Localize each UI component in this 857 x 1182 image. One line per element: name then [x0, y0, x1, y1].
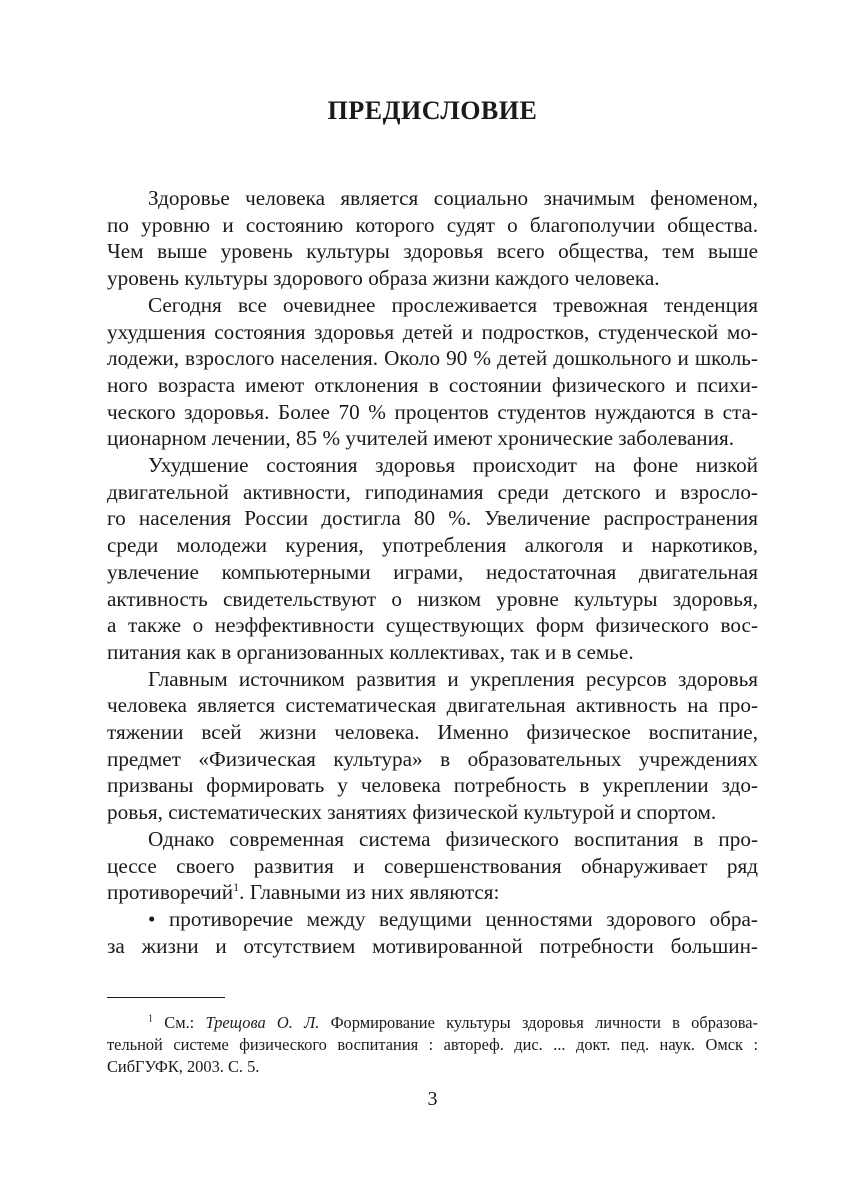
text-fragment: противоречий	[107, 880, 234, 905]
text-line: тяжении всей жизни человека. Именно физическое воспитание,	[107, 720, 758, 745]
body-text	[107, 185, 758, 959]
text-line: а также о неэффективности существующих форм физического вос-	[107, 613, 758, 638]
text-line: Здоровье человека является социально значимым феноменом,	[148, 186, 758, 210]
text-fragment: . Главными из них являются:	[239, 880, 500, 905]
footnote	[107, 1012, 758, 1078]
footnote-prefix: См.:	[153, 1013, 206, 1032]
text-line: го населения России достигла 80 %. Увеличение распространения	[107, 506, 758, 531]
footnote-marker: 1	[148, 1013, 153, 1025]
text-line: увлечение компьютерными играми, недостаточная двигательная	[107, 559, 758, 584]
page-title: ПРЕДИСЛОВИЕ	[327, 96, 538, 125]
text-line	[107, 879, 758, 906]
text-line: цессе своего развития и совершенствования обнаруживает ряд	[107, 853, 758, 878]
text-line: по уровню и состоянию которого судят о благополучии общества.	[107, 212, 758, 237]
paragraph	[107, 292, 758, 452]
text-line: Ухудшение состояния здоровья происходит на фоне низкой	[148, 453, 758, 478]
text-line: призваны формировать у человека потребность в укреплении здо-	[107, 773, 758, 798]
bullet-paragraph	[107, 906, 758, 959]
text-line: человека является систематическая двигательная активность на про-	[107, 693, 758, 718]
text-line: предмет «Физическая культура» в образовательных учреждениях	[107, 746, 758, 771]
text-line: Сегодня все очевиднее прослеживается тревожная тенденция	[148, 292, 758, 317]
text-line: Главным источником развития и укрепления ресурсов здоровья	[148, 666, 758, 691]
footnote-line: СибГУФК, 2003. С. 5.	[107, 1057, 260, 1076]
text-line: двигательной активности, гиподинамия среди детского и взросло-	[107, 479, 758, 504]
text-line: за жизни и отсутствием мотивированной потребности большин-	[107, 933, 758, 958]
text-line: ционарном лечении, 85 % учителей имеют хронические заболевания.	[107, 426, 734, 451]
paragraph	[107, 826, 758, 906]
text-line: ческого здоровья. Более 70 % процентов студентов нуждаются в ста-	[107, 399, 758, 424]
text-line: активность свидетельствуют о низком уровне культуры здоровья,	[107, 586, 758, 611]
text-line: • противоречие между ведущими ценностями здорового обра-	[148, 906, 758, 931]
paragraph	[107, 666, 758, 826]
text-line: ухудшения состояния здоровья детей и подростков, студенческой мо-	[107, 319, 758, 344]
text-line: ровья, систематических занятиях физической культурой и спортом.	[107, 800, 717, 825]
page-number: 3	[427, 1088, 438, 1110]
footnote-line	[107, 1012, 758, 1034]
footnote-line: тельной системе физического воспитания : автореф. дис. ... докт. пед. наук. Омск :	[107, 1035, 758, 1054]
paragraph	[107, 185, 758, 292]
text-line: уровень культуры здорового образа жизни каждого человека.	[107, 266, 660, 291]
text-line: Чем выше уровень культуры здоровья всего общества, тем выше	[107, 239, 758, 264]
footnote-separator	[107, 997, 225, 998]
footnote-author: Трещова О. Л.	[205, 1013, 320, 1032]
text-line: ного возраста имеют отклонения в состоянии физического и психи-	[107, 372, 758, 397]
document-page	[107, 0, 758, 1182]
paragraph	[107, 452, 758, 666]
footnote-reference[interactable]: 1	[233, 880, 240, 895]
text-line: Однако современная система физического воспитания в про-	[148, 826, 758, 851]
text-line: лодежи, взрослого населения. Около 90 % детей дошкольного и школь-	[107, 346, 758, 371]
text-line: среди молодежи курения, употребления алкоголя и наркотиков,	[107, 533, 758, 558]
footnote-text: Формирование культуры здоровья личности в образова-	[319, 1013, 758, 1032]
text-line: питания как в организованных коллективах, так и в семье.	[107, 639, 634, 664]
